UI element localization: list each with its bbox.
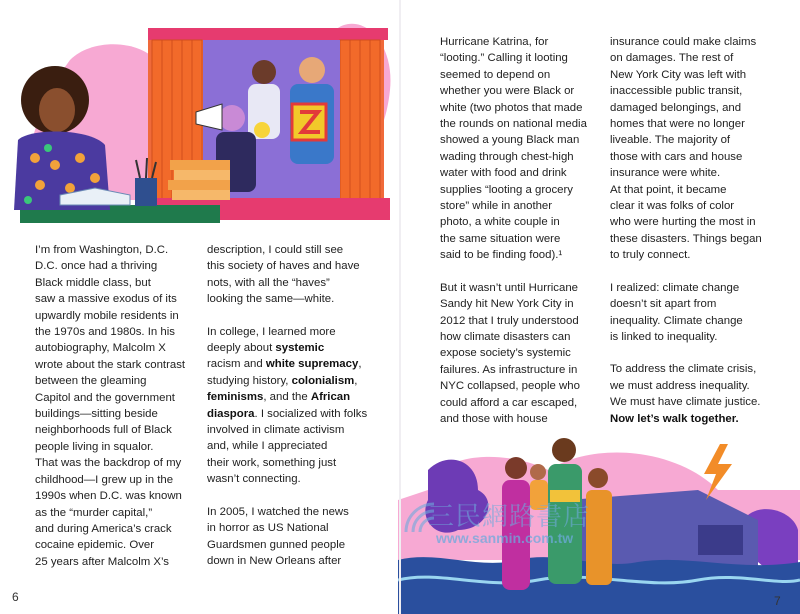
paragraph-college	[207, 324, 367, 488]
text-line: autobiography, Malcolm X	[35, 342, 166, 355]
term-colonialism: colonialism	[291, 374, 355, 387]
text-line: saw a massive exodus of its	[35, 293, 177, 306]
term-white-supremacy: white supremacy	[265, 358, 359, 371]
text-line: in horror as US National	[207, 522, 329, 535]
text-line: their work, something just	[207, 456, 337, 469]
text-line: and those with house	[440, 412, 548, 425]
term-feminisms: feminisms	[207, 391, 264, 404]
text-run: racism	[207, 358, 241, 371]
text-line: on damages. The rest of	[610, 52, 734, 65]
text-line: expose society’s systemic	[440, 347, 571, 360]
text-line: inequality. Climate change	[610, 314, 743, 327]
text-line: the rounds on national media	[440, 118, 587, 131]
text-line: whether you were Black or	[440, 85, 575, 98]
text-line: who were hurting the most in	[610, 216, 756, 229]
text-line: people living in squalor.	[35, 440, 154, 453]
text-line: we must address inequality.	[610, 379, 750, 392]
term-african: African	[310, 391, 351, 404]
text-column-2	[207, 242, 367, 585]
text-line: Guardsmen gunned people	[207, 538, 346, 551]
text-line: 2012 that I truly understood	[440, 314, 579, 327]
text-line: damaged belongings, and	[610, 101, 742, 114]
text-line: Sandy hit New York City in	[440, 298, 574, 311]
flood-family-svg	[398, 430, 800, 614]
text-line: Hurricane Katrina, for	[440, 36, 549, 48]
text-run: studying history,	[207, 374, 292, 387]
paragraph-dc-history	[35, 242, 195, 570]
text-line: looking the same—white.	[207, 293, 335, 306]
text-column-3	[440, 34, 600, 443]
text-line: NYC collapsed, people who	[440, 380, 580, 393]
paragraph-realized	[610, 280, 770, 346]
flood-family-illustration	[398, 430, 800, 614]
text-line: failures. As infrastructure in	[440, 363, 578, 376]
text-line: water with food and drink	[440, 167, 567, 180]
page-gutter	[399, 0, 401, 614]
text-line: To address the climate crisis,	[610, 363, 757, 376]
text-line: clear it was folks of color	[610, 200, 735, 213]
text-line: “looting.” Calling it looting	[440, 52, 568, 65]
text-line: and, while I appreciated	[207, 440, 328, 453]
text-column-1	[35, 242, 195, 586]
paragraph-haves	[207, 242, 367, 308]
paragraph-katrina	[440, 34, 600, 264]
text-run: deeply about	[207, 342, 276, 355]
text-line: 25 years after Malcolm X’s	[35, 555, 169, 568]
text-line: inaccessible public transit,	[610, 85, 743, 98]
text-line: supplies “looting a grocery	[440, 183, 573, 196]
text-run: . I socialized with folks	[254, 407, 368, 420]
text-line: to truly connect.	[610, 249, 691, 262]
text-line: D.C. once had a thriving	[35, 260, 158, 273]
text-line: At that point, it became	[610, 183, 727, 196]
text-line: nots, with all the “haves”	[207, 276, 330, 289]
text-line	[207, 406, 367, 422]
text-line: wading through chest-high	[440, 150, 574, 163]
text-line: In college, I learned more	[207, 325, 336, 338]
term-diaspora: diaspora	[207, 407, 255, 420]
text-line: homes that were no longer	[610, 118, 745, 131]
text-line: I’m from Washington, D.C.	[35, 244, 169, 256]
text-line: store” while in another	[440, 200, 553, 213]
protest-window-illustration	[0, 0, 400, 235]
protest-window-svg	[0, 0, 400, 235]
paragraph-sandy	[440, 280, 600, 428]
text-line: wrote about the stark contrast	[35, 358, 186, 371]
text-line: those with cars and house	[610, 150, 743, 163]
text-run: and	[240, 358, 266, 371]
text-line: could afford a car escaped,	[440, 396, 578, 409]
text-line: is linked to inequality.	[610, 330, 718, 343]
text-line: 1990s when D.C. was known	[35, 490, 182, 503]
text-run: ,	[354, 374, 358, 387]
text-line: photo, a white couple in	[440, 216, 560, 229]
page-number-left: 6	[12, 590, 19, 604]
text-line: Capitol and the government	[35, 391, 175, 404]
text-line: We must have climate justice.	[610, 396, 761, 409]
text-line: cocaine epidemic. Over	[35, 539, 155, 552]
text-line: I realized: climate change	[610, 281, 740, 294]
watermark-chinese: 三民網路書店	[428, 502, 591, 532]
text-line: and during America’s crack	[35, 522, 172, 535]
text-line: as the “murder capital,”	[35, 506, 153, 519]
text-line: neighborhoods full of Black	[35, 424, 172, 437]
text-line: upwardly mobile residents in	[35, 309, 179, 322]
watermark-url: www.sanmin.com.tw	[436, 530, 574, 546]
closing-statement: Now let’s walk together.	[610, 412, 739, 425]
paragraph-insurance	[610, 34, 770, 264]
text-line: But it wasn’t until Hurricane	[440, 281, 579, 294]
text-line: wasn’t connecting.	[207, 473, 301, 486]
page-number-right: 7	[774, 594, 781, 608]
term-systemic: systemic	[275, 342, 325, 355]
text-run: ,	[358, 358, 362, 371]
text-line: doesn’t sit apart from	[610, 298, 717, 311]
text-line: white (two photos that made	[440, 101, 583, 114]
text-line	[207, 389, 367, 405]
text-line: these disasters. Things began	[610, 232, 762, 245]
text-line: the same situation were	[440, 232, 561, 245]
text-line: That was the backdrop of my	[35, 457, 182, 470]
text-line: how climate disasters can	[440, 330, 571, 343]
text-line: insurance were white.	[610, 167, 721, 180]
text-line: childhood—I grew up in the	[35, 473, 174, 486]
text-line: the 1970s and 1980s. In his	[35, 326, 175, 339]
text-line	[207, 356, 367, 372]
text-column-4	[610, 34, 770, 443]
text-line: insurance could make claims	[610, 36, 757, 48]
text-line: this society of haves and have	[207, 260, 360, 273]
paragraph-2005	[207, 504, 367, 570]
text-line: seemed to depend on	[440, 68, 551, 81]
text-line: liveable. The majority of	[610, 134, 731, 147]
text-line	[207, 340, 367, 356]
text-line: Black middle class, but	[35, 276, 151, 289]
text-line: buildings—sitting beside	[35, 408, 158, 421]
text-line	[207, 373, 367, 389]
text-run: , and the	[263, 391, 311, 404]
text-line: said to be finding food).¹	[440, 249, 563, 262]
text-line: showed a young Black man	[440, 134, 580, 147]
text-line: involved in climate activism	[207, 424, 345, 437]
text-line: description, I could still see	[207, 244, 344, 256]
text-line: down in New Orleans after	[207, 554, 342, 567]
text-line: New York City was left with	[610, 68, 747, 81]
text-line: In 2005, I watched the news	[207, 505, 349, 518]
text-line: between the gleaming	[35, 375, 147, 388]
paragraph-climate-justice	[610, 361, 770, 427]
